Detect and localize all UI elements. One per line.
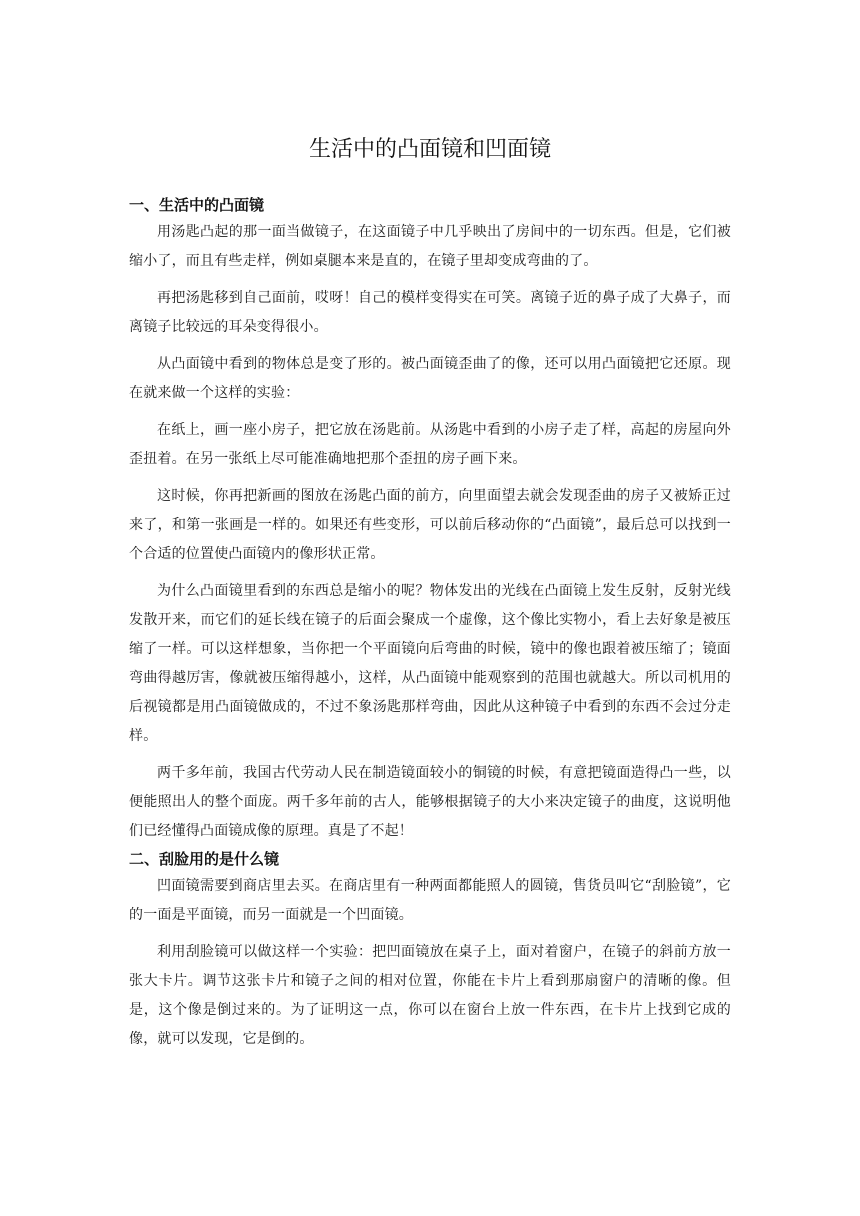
- section-heading: 一、生活中的凸面镜: [129, 196, 265, 214]
- paragraph: 在纸上，画一座小房子，把它放在汤匙前。从汤匙中看到的小房子走了样，高起的房屋向外歪扭着。在另一张纸上尽可能准确地把那个歪扭的房子画下来。: [129, 422, 731, 467]
- paragraph: 利用刮脸镜可以做这样一个实验：把凹面镜放在桌子上，面对着窗户，在镜子的斜前方放一张大卡片。调节这张卡片和镜子之间的相对位置，你能在卡片上看到那扇窗户的清晰的像。但是，这个像是倒过来的。为了证明这一点，你可以在窗台上放一件东西，在卡片上找到它成的像，就可以发现，它是倒的。: [129, 944, 731, 1047]
- document-title: 生活中的凸面镜和凹面镜: [308, 137, 551, 162]
- paragraph: 凹面镜需要到商店里去买。在商店里有一种两面都能照人的圆镜，售货员叫它“刮脸镜”，它的一面是平面镜，而另一面就是一个凹面镜。: [129, 878, 731, 923]
- section-convex-mirror: [129, 192, 731, 846]
- paragraph: 再把汤匙移到自己面前，哎呀！自己的模样变得实在可笑。离镜子近的鼻子成了大鼻子，而离镜子比较远的耳朵变得很小。: [129, 290, 731, 335]
- paragraph: 这时候，你再把新画的图放在汤匙凸面的前方，向里面望去就会发现歪曲的房子又被矫正过来了，和第一张画是一样的。如果还有些变形，可以前后移动你的“凸面镜”，最后总可以找到一个合适的位置使凸面镜内的像形状正常。: [129, 488, 731, 562]
- section-shaving-mirror: [129, 846, 731, 1054]
- paragraph: 为什么凸面镜里看到的东西总是缩小的呢？物体发出的光线在凸面镜上发生反射，反射光线发散开来，而它们的延长线在镜子的后面会聚成一个虚像，这个像比实物小，看上去好象是被压缩了一样。可以这样想象，当你把一个平面镜向后弯曲的时候，镜中的像也跟着被压缩了；镜面弯曲得越厉害，像就被压缩得越小，这样，从凸面镜中能观察到的范围也就越大。所以司机用的后视镜都是用凸面镜做成的，不过不象汤匙那样弯曲，因此从这种镜子中看到的东西不会过分走样。: [129, 583, 731, 744]
- section-heading: 二、刮脸用的是什么镜: [129, 850, 280, 868]
- paragraph: 两千多年前，我国古代劳动人民在制造镜面较小的铜镜的时候，有意把镜面造得凸一些，以便能照出人的整个面庞。两千多年前的古人，能够根据镜子的大小来决定镜子的曲度，这说明他们已经懂得凸面镜成像的原理。真是了不起！: [129, 765, 731, 839]
- paragraph: 用汤匙凸起的那一面当做镜子，在这面镜子中几乎映出了房间中的一切东西。但是，它们被缩小了，而且有些走样，例如桌腿本来是直的，在镜子里却变成弯曲的了。: [129, 224, 731, 269]
- document-body: [129, 192, 731, 1054]
- paragraph: 从凸面镜中看到的物体总是变了形的。被凸面镜歪曲了的像，还可以用凸面镜把它还原。现在就来做一个这样的实验：: [129, 356, 731, 401]
